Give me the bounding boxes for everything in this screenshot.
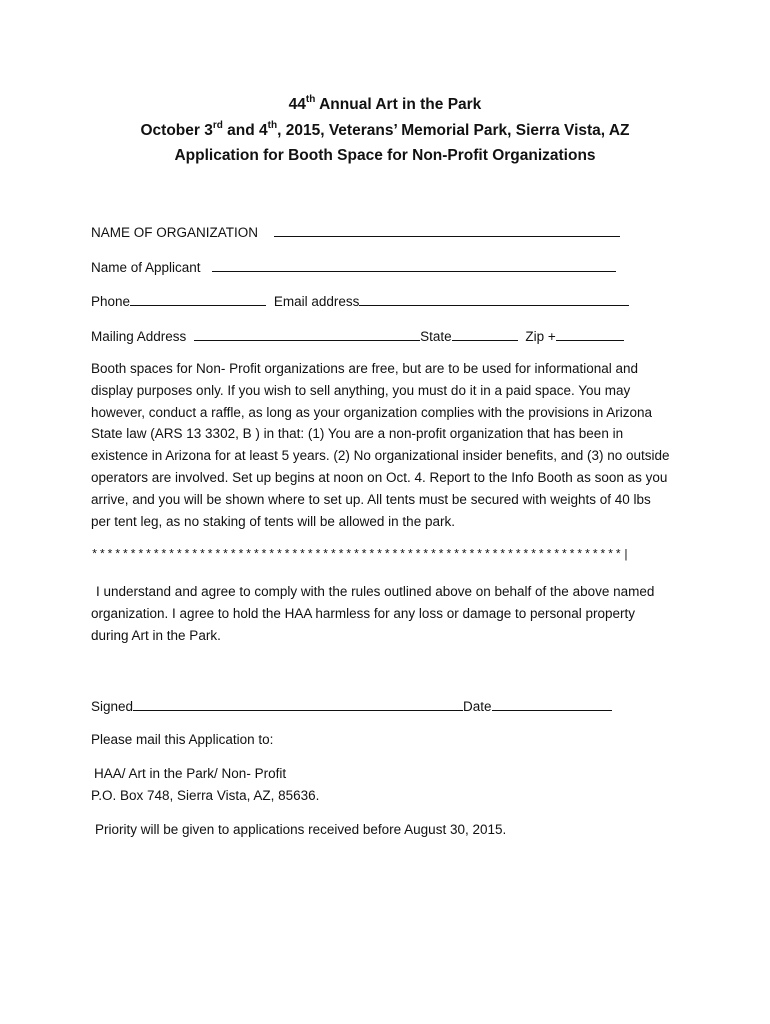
mailing-address-row	[91, 328, 624, 344]
mail-instruction: Please mail this Application to:	[91, 732, 274, 747]
priority-note: Priority will be given to applications received before August 30, 2015.	[95, 822, 507, 837]
application-heading: Application for Booth Space for Non-Profit Organizations	[174, 147, 596, 164]
state-label: State	[420, 329, 452, 344]
email-label: Email address	[273, 294, 360, 309]
date-part-a: October 3	[140, 122, 213, 140]
zip-label: Zip +	[525, 329, 556, 344]
booth-rules-paragraph	[91, 358, 671, 532]
date-part-c: , 2015, Veterans’ Memorial Park, Sierra Vista, AZ	[277, 122, 630, 140]
signature-field[interactable]	[133, 698, 463, 711]
phone-field[interactable]	[130, 293, 266, 306]
organization-name-label: NAME OF ORGANIZATION	[91, 225, 259, 240]
separator-line: *********************************************************************|	[91, 548, 631, 562]
applicant-name-row	[91, 259, 616, 275]
date-suffix-1: rd	[212, 120, 223, 131]
title-ordinal: 44	[288, 96, 306, 114]
zip-field[interactable]	[556, 328, 624, 341]
mailing-address-line-1: HAA/ Art in the Park/ Non- Profit	[94, 766, 287, 781]
email-field[interactable]	[359, 293, 629, 306]
date-suffix-2: th	[267, 120, 278, 131]
date-part-b: and 4	[222, 122, 268, 140]
booth-rules-text: Booth spaces for Non- Profit organizations are free, but are to be used for informational and display purposes only. If you wish to sell anything, you must do it in a paid space. You may however, conduct a raffle, as long as your organization complies with the provisions in Arizona State law (ARS 13 3302, B ) in that: (1) You are a non-profit organization that has been in existence in Arizona for at least 5 years. (2) No organizational insider benefits, and (3) no outside operators are involved. Set up begins at noon on Oct. 4. Report to the Info Booth as soon as you arrive, and you will be shown where to set up. All tents must be secured with weights of 40 lbs per tent leg, as no staking of tents will be allowed in the park.	[91, 361, 670, 529]
signed-label: Signed	[91, 699, 134, 714]
signature-row	[91, 698, 612, 714]
state-field[interactable]	[452, 328, 518, 341]
title-ordinal-suffix: th	[305, 94, 316, 105]
agreement-paragraph	[91, 581, 671, 646]
organization-name-field[interactable]	[274, 224, 620, 237]
applicant-name-field[interactable]	[212, 259, 616, 272]
applicant-name-label: Name of Applicant	[91, 260, 201, 275]
organization-name-row	[91, 224, 620, 240]
date-field[interactable]	[492, 698, 612, 711]
mailing-address-line-2: P.O. Box 748, Sierra Vista, AZ, 85636.	[91, 788, 320, 803]
event-date-location	[0, 122, 770, 139]
mailing-address-field[interactable]	[194, 328, 420, 341]
event-title	[0, 96, 770, 113]
contact-row	[91, 293, 629, 309]
title-text: Annual Art in the Park	[315, 96, 482, 114]
date-label: Date	[463, 699, 492, 714]
agreement-text: I understand and agree to comply with the rules outlined above on behalf of the above named organization. I agree to hold the HAA harmless for any loss or damage to personal property during Art in the Park.	[91, 584, 655, 643]
phone-label: Phone	[91, 294, 131, 309]
mailing-address-label: Mailing Address	[91, 329, 187, 344]
